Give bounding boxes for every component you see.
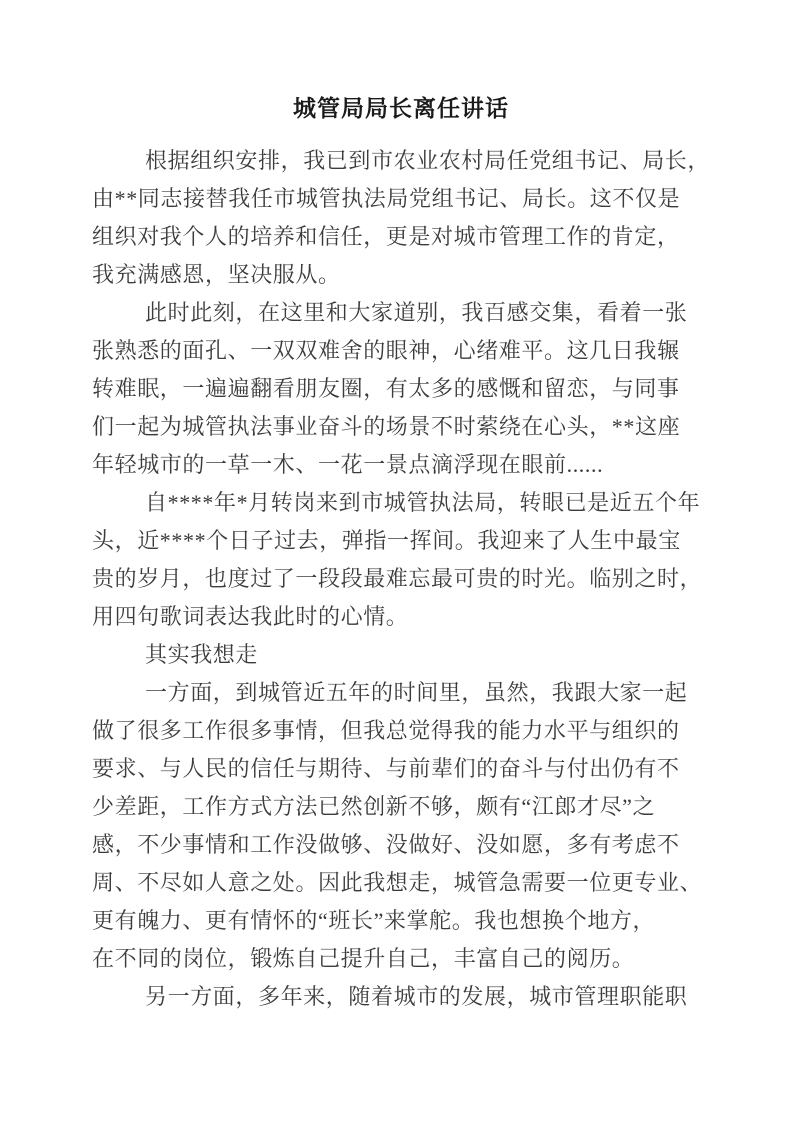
document-body bbox=[92, 142, 710, 1016]
text-line: 转难眠，一遍遍翻看朋友圈，有太多的感慨和留恋，与同事 bbox=[92, 376, 680, 401]
text-line: 组织对我个人的培养和信任，更是对城市管理工作的肯定， bbox=[92, 224, 680, 249]
paragraph bbox=[92, 484, 710, 636]
paragraph bbox=[92, 674, 710, 978]
text-line: 少差距，工作方式方法已然创新不够，颇有“江郎才尽”之 bbox=[92, 794, 656, 819]
text-line: 年轻城市的一草一木、一花一景点滴浮现在眼前...... bbox=[92, 452, 604, 477]
text-line: 贵的岁月，也度过了一段段最难忘最可贵的时光。临别之时， bbox=[92, 566, 703, 591]
text-line: 一方面，到城管近五年的时间里，虽然，我跟大家一起 bbox=[145, 680, 688, 705]
text-line: 要求、与人民的信任与期待、与前辈们的奋斗与付出仍有不 bbox=[92, 756, 680, 781]
text-line: 张熟悉的面孔、一双双难舍的眼神，心绪难平。这几日我辗 bbox=[92, 338, 680, 363]
text-line: 另一方面，多年来，随着城市的发展，城市管理职能职 bbox=[145, 984, 688, 1009]
text-line: 更有魄力、更有情怀的“班长”来掌舵。我也想换个地方， bbox=[92, 908, 656, 933]
paragraph bbox=[92, 978, 710, 1016]
paragraph bbox=[92, 636, 710, 674]
text-line: 感，不少事情和工作没做够、没做好、没如愿，多有考虑不 bbox=[92, 832, 680, 857]
text-line: 此时此刻，在这里和大家道别，我百感交集，看着一张 bbox=[145, 300, 688, 325]
text-line: 头，近****个日子过去，弹指一挥间。我迎来了人生中最宝 bbox=[92, 528, 681, 553]
text-line: 们一起为城管执法事业奋斗的场景不时萦绕在心头，**这座 bbox=[92, 414, 681, 439]
text-line: 用四句歌词表达我此时的心情。 bbox=[92, 604, 409, 629]
text-line: 根据组织安排，我已到市农业农村局任党组书记、局长， bbox=[145, 148, 711, 173]
text-line: 周、不尽如人意之处。因此我想走，城管急需要一位更专业、 bbox=[92, 870, 703, 895]
text-line: 由**同志接替我任市城管执法局党组书记、局长。这不仅是 bbox=[92, 186, 681, 211]
text-line: 我充满感恩，坚决服从。 bbox=[92, 262, 341, 287]
text-line: 自****年*月转岗来到市城管执法局，转眼已是近五个年 bbox=[145, 490, 701, 515]
text-line: 做了很多工作很多事情，但我总觉得我的能力水平与组织的 bbox=[92, 718, 680, 743]
paragraph bbox=[92, 142, 710, 294]
text-line: 在不同的岗位，锻炼自己提升自己，丰富自己的阅历。 bbox=[92, 946, 635, 971]
document-title: 城管局局长离任讲话 bbox=[293, 96, 509, 121]
paragraph bbox=[92, 294, 710, 484]
text-line: 其实我想走 bbox=[145, 642, 259, 667]
